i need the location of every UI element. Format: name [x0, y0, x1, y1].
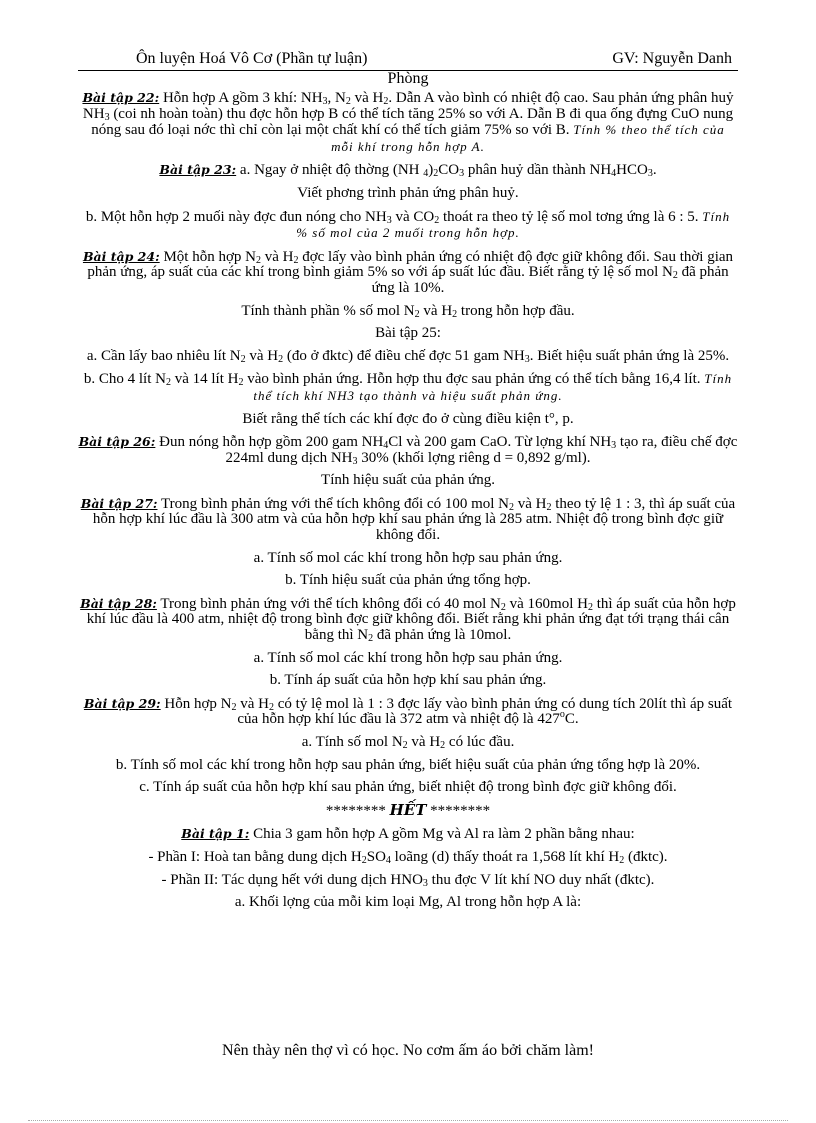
header-continuation: Phòng [387, 70, 429, 87]
exercise-23-a-line2: Viết phơng trình phản ứng phân huỷ. [297, 184, 519, 201]
header-author: GV: Nguyễn Danh [612, 50, 732, 67]
exercise-23-title: Bài tập 23: [159, 162, 237, 178]
exercise-1-part1: - Phần I: Hoà tan bằng dung dịch $H_2SO_4$ loãng (d) thấy thoát ra 1,568 lít khí $H_2$ (đktc). [148, 848, 668, 866]
exercise-28: Bài tập 28: Trong bình phản ứng với thể tích không đổi có 40 mol $N_2$ và 160mol $H_2$ thì áp suất của hỗn hợp khí lúc đầu là 400 atm, nhiệt độ trong bình đợc giữ không đổi. Biết rằng khi phản ứng đạt tới trạng thái cân bằng thì $N_2$ đã phản ứng là 10mol. [80, 595, 736, 645]
exercise-1-part2: - Phần II: Tác dụng hết với dung dịch $HNO_3$ thu đợc V lít khí NO duy nhất (đktc). [161, 871, 655, 889]
exercise-28-b: b. Tính áp suất của hỗn hợp khí sau phản ứng. [269, 672, 547, 689]
exercise-26-question: Tính hiệu suất của phản ứng. [321, 472, 495, 489]
exercise-23-b: b. Một hỗn hợp 2 muối này đợc đun nóng cho $NH_3$ và $CO_2$ thoát ra theo tỷ lệ số mol tơng ứng là 6 : 5. Tính % số mol của 2 muối trong hỗn hợp. [85, 208, 731, 241]
exercise-27-b: b. Tính hiệu suất của phản ứng tổng hợp. [285, 572, 531, 589]
exercise-29-a: a. Tính số mol $N_2$ và $H_2$ có lúc đầu. [301, 734, 515, 751]
exercise-1-a: a. Khối lợng của mỗi kim loại Mg, Al trong hỗn hợp A là: [234, 894, 582, 911]
page-header [78, 48, 738, 71]
header-title: Ôn luyện Hoá Vô Cơ (Phần tự luận) [136, 50, 368, 67]
end-het: HẾT [389, 800, 427, 819]
exercise-25-a: a. Cần lấy bao nhiêu lít $N_2$ và $H_2$ (đo ở đktc) để điều chế đợc 51 gam $NH_3$. Biết hiệu suất phản ứng là 25%. [86, 347, 730, 365]
exercise-28-title: Bài tập 28: [80, 595, 157, 611]
exercise-1: Bài tập 1: Chia 3 gam hỗn hợp A gồm Mg và Al ra làm 2 phần bằng nhau: [181, 826, 635, 843]
exercise-25-title: Bài tập 25: [375, 325, 441, 342]
exercise-29: Bài tập 29: Hỗn hợp $N_2$ và $H_2$ có tỷ lệ mol là 1 : 3 đợc lấy vào bình phản ứng có dung tích 20lít thì áp suất của hỗn hợp khí lúc đầu là 372 atm và nhiệt độ là 427$^o$C. [83, 695, 733, 728]
exercise-29-c: c. Tính áp suất của hỗn hợp khí sau phản ứng, biết nhiệt độ trong bình đợc giữ không đổi. [139, 779, 677, 796]
exercise-27: Bài tập 27: Trong bình phản ứng với thể tích không đổi có 100 mol $N_2$ và $H_2$ theo tỷ lệ 1 : 3, thì áp suất của hỗn hợp khí lúc đầu là 300 atm và của hỗn hợp khí sau phản ứng là 285 atm. Nhiệt độ trong bình đợc giữ không đổi. [80, 495, 736, 544]
exercise-23-task: Tính % số mol của 2 muối trong hỗn hợp. [296, 208, 731, 241]
exercise-1-title: Bài tập 1: [181, 826, 250, 842]
exercise-24-question: Tính thành phần % số mol $N_2$ và $H_2$ trong hỗn hợp đầu. [241, 302, 575, 320]
exercise-27-title: Bài tập 27: [80, 495, 158, 511]
exercise-22-title: Bài tập 22: [82, 90, 160, 105]
exercise-23-a: Bài tập 23: a. Ngay ở nhiệt độ thờng (NH $_4)_2CO_3$ phân huỷ dần thành $NH_4HCO_3$. [159, 162, 657, 180]
exercise-28-a: a. Tính số mol các khí trong hỗn hợp sau phản ứng. [253, 649, 563, 666]
end-marker: ******** HẾT ******** [325, 800, 491, 819]
exercise-24-title: Bài tập 24: [82, 248, 160, 264]
exercise-25-note: Biết rằng thể tích các khí đợc đo ở cùng điều kiện t°, p. [242, 410, 574, 427]
exercise-22: Bài tập 22: Hỗn hợp A gồm 3 khí: $NH_3$, $N_2$ và $H_2$. Dẫn A vào bình có nhiệt độ cao. Sau phản ứng phân huỷ $NH_3$ (coi nh hoàn toàn) thu đợc hỗn hợp B có thể tích tăng 25% so với A. Dẫn B đi qua ống đựng CuO nung nóng sau đó loại nớc thì chỉ còn lại một chất khí có thể tích giảm 75% so với B. Tính % theo thể tích của mỗi khí trong hỗn hợp A. [82, 90, 734, 154]
document-body [78, 90, 738, 911]
exercise-26: Bài tập 26: Đun nóng hỗn hợp gồm 200 gam $NH_4Cl$ và 200 gam CaO. Từ lợng khí $NH_3$ tạo ra, điều chế đợc 224ml dung dịch $NH_3$ 30% (khối lợng riêng d = 0,892 g/ml). [78, 434, 738, 467]
exercise-26-title: Bài tập 26: [78, 434, 156, 450]
exercise-27-a: a. Tính số mol các khí trong hỗn hợp sau phản ứng. [253, 549, 563, 566]
exercise-29-title: Bài tập 29: [83, 695, 161, 711]
exercise-24: Bài tập 24: Một hỗn hợp $N_2$ và $H_2$ đợc lấy vào bình phản ứng có nhiệt độ đợc giữ không đổi. Sau thời gian phản ứng, áp suất của các khí trong bình giảm 5% so với áp suất lúc đầu. Biết rằng tỷ lệ số mol $N_2$ đã phản ứng là 10%. [82, 248, 734, 296]
exercise-22-task: Tính % theo thể tích của mỗi khí trong hỗn hợp A. [331, 122, 725, 154]
exercise-25-b: b. Cho 4 lít $N_2$ và 14 lít $H_2$ vào bình phản ứng. Hỗn hợp thu đợc sau phản ứng có thể tích bằng 16,4 lít. Tính thể tích khí NH3 tạo thành và hiệu suất phản ứng. [83, 371, 733, 403]
exercise-25-task: Tính thể tích khí NH3 tạo thành và hiệu suất phản ứng. [253, 371, 733, 403]
page-bottom-divider [28, 1120, 788, 1121]
exercise-29-b: b. Tính số mol các khí trong hỗn hợp sau phản ứng, biết hiệu suất của phản ứng tổng hợp là 20%. [115, 756, 701, 773]
footer-motto: Nên thày nên thợ vì có học. No cơm ấm áo bởi chăm làm! [222, 1042, 594, 1059]
